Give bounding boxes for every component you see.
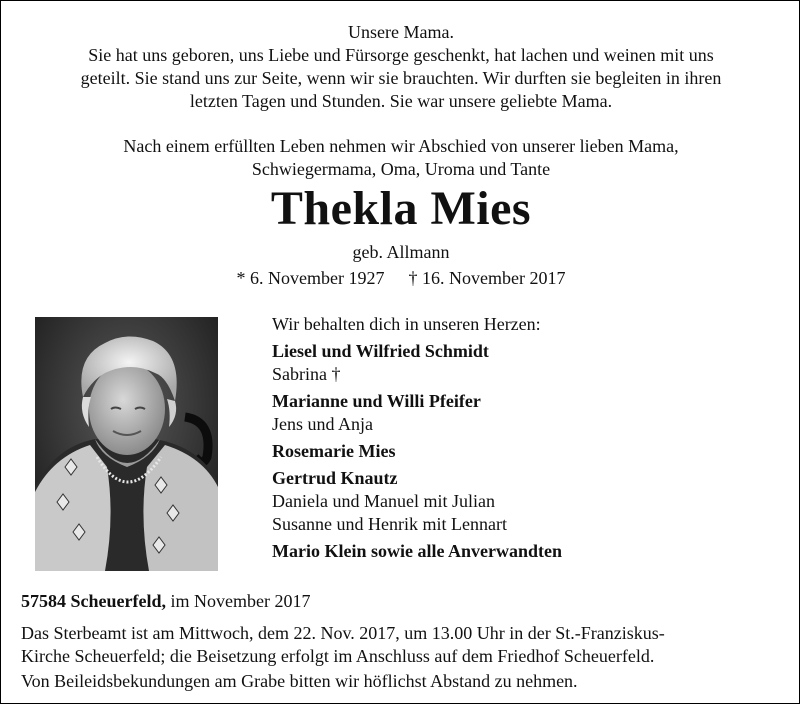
intro-line: letzten Tagen und Stunden. Sie war unsere geliebte Mama. <box>189 91 613 111</box>
deceased-name: Thekla Mies <box>270 182 532 235</box>
place-date: im November 2017 <box>165 591 311 611</box>
family-head: Liesel und Wilfried Schmidt <box>272 341 489 361</box>
intro-line: Sie hat uns geboren, uns Liebe und Fürsorge geschenkt, hat lachen und weinen mit uns <box>88 45 714 65</box>
funeral-line: Kirche Scheuerfeld; die Beisetzung erfolgt im Anschluss auf dem Friedhof Scheuerfeld. <box>21 646 655 666</box>
intro-line: Unsere Mama. <box>348 22 454 42</box>
family-member: Daniela und Manuel mit Julian <box>272 491 495 511</box>
family-head: Rosemarie Mies <box>272 441 396 461</box>
intro-text <box>1 21 800 113</box>
family-group <box>272 390 772 436</box>
family-head: Gertrud Knautz <box>272 468 398 488</box>
birth-date: * 6. November 1927 <box>236 268 385 288</box>
farewell-text <box>1 135 800 181</box>
family-member: Susanne und Henrik mit Lennart <box>272 514 507 534</box>
funeral-info <box>21 622 791 668</box>
life-dates <box>1 267 800 290</box>
mourners-list <box>272 313 772 563</box>
intro-line: geteilt. Sie stand uns zur Seite, wenn wir sie brauchten. Wir durften sie begleiten in ihren <box>80 68 722 88</box>
place-location: 57584 Scheuerfeld, <box>21 591 166 611</box>
portrait-illustration <box>35 317 218 571</box>
portrait-photo <box>35 317 218 571</box>
family-group <box>272 467 772 536</box>
family-member: Jens und Anja <box>272 414 373 434</box>
farewell-line: Nach einem erfüllten Leben nehmen wir Abschied von unserer lieben Mama, <box>123 136 679 156</box>
family-group <box>272 340 772 386</box>
family-head: Marianne und Willi Pfeifer <box>272 391 481 411</box>
birth-name: geb. Allmann <box>352 242 450 262</box>
farewell-line: Schwiegermama, Oma, Uroma und Tante <box>251 159 551 179</box>
death-date: † 16. November 2017 <box>408 268 566 288</box>
place-date-line <box>21 590 310 613</box>
family-head: Mario Klein sowie alle Anverwandten <box>272 541 562 561</box>
family-group <box>272 440 772 463</box>
family-member: Sabrina † <box>272 364 341 384</box>
mourners-lead: Wir behalten dich in unseren Herzen: <box>272 314 541 334</box>
condolence-request: Von Beileidsbekundungen am Grabe bitten wir höflichst Abstand zu nehmen. <box>21 671 578 691</box>
funeral-line: Das Sterbeamt ist am Mittwoch, dem 22. Nov. 2017, um 13.00 Uhr in der St.-Franziskus- <box>21 623 665 643</box>
family-group <box>272 540 772 563</box>
